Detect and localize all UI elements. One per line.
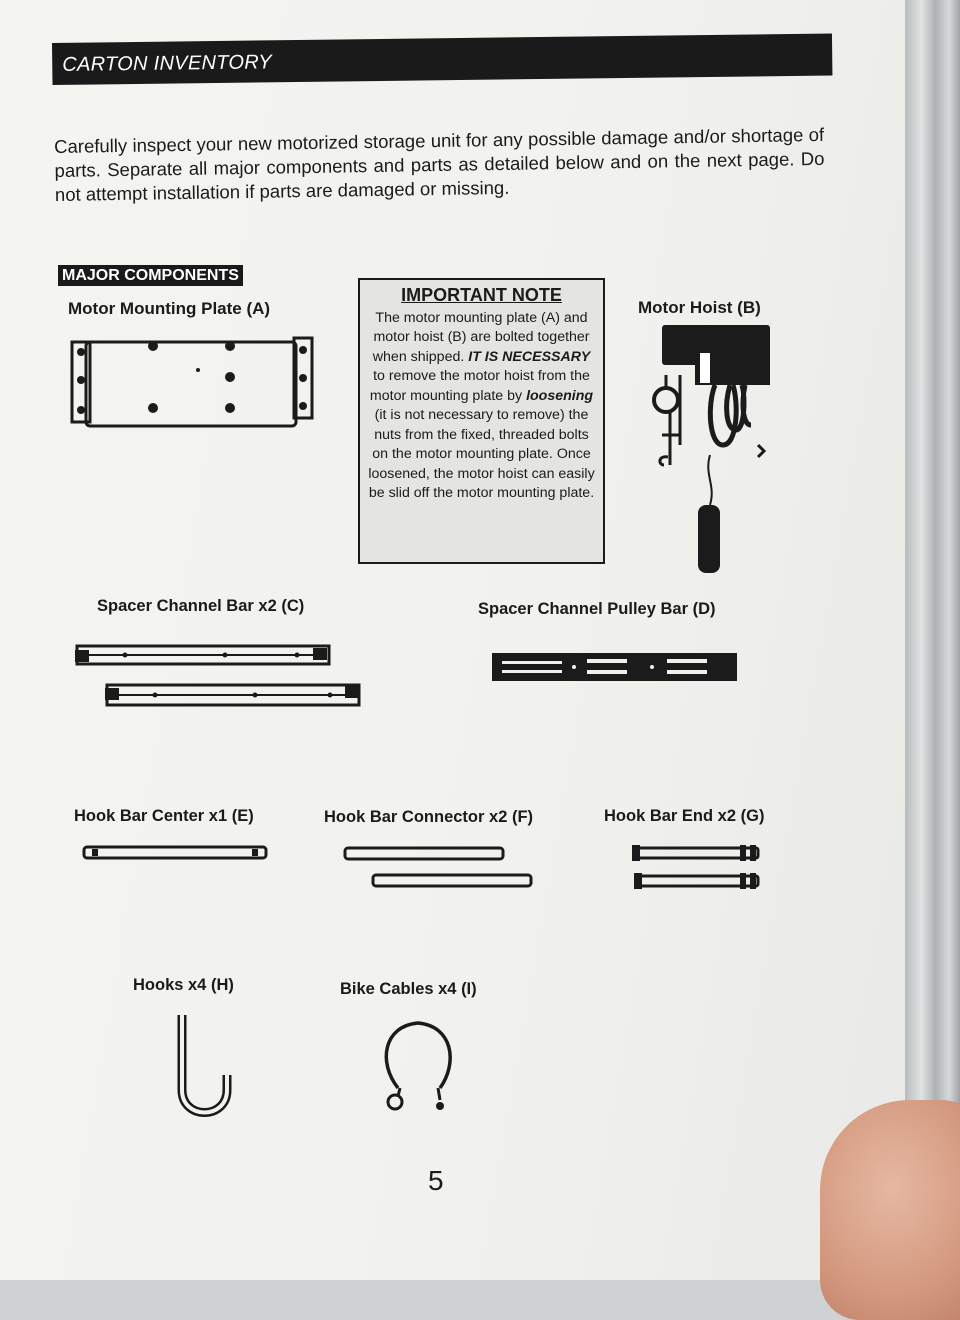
spacer-channel-pulley-bar-illustration: [492, 651, 742, 687]
hook-illustration: [172, 1010, 242, 1115]
label-hooks: Hooks x4 (H): [133, 976, 234, 994]
label-motor-hoist: Motor Hoist (B): [638, 298, 761, 317]
section-header-bar: [52, 33, 832, 85]
label-bike-cables: Bike Cables x4 (I): [340, 980, 477, 998]
label-hook-bar-connector: Hook Bar Connector x2 (F): [324, 808, 534, 826]
label-hook-bar-end: Hook Bar End x2 (G): [604, 807, 765, 825]
label-spacer-channel-pulley-bar: Spacer Channel Pulley Bar (D): [478, 600, 716, 618]
important-note-text: The motor mounting plate (A) and motor hoist (B) are bolted together when shipped. IT IS NECESSARY to remove the motor hoist from the motor mounting plate by loosening (it is not necessary to remove) the nuts from the fixed, threaded bolts on the motor mounting plate. Once loosened, the motor hoist can easily be slid off the motor mounting plate.: [368, 309, 595, 501]
major-components-heading: MAJOR COMPONENTS: [58, 265, 243, 286]
label-motor-mounting-plate: Motor Mounting Plate (A): [68, 299, 271, 318]
hook-bar-connector-illustration: [343, 845, 538, 893]
important-note-title: IMPORTANT NOTE: [401, 285, 562, 305]
bike-cable-illustration: [378, 1018, 463, 1118]
motor-mounting-plate-illustration: [68, 330, 318, 430]
page-number: 5: [428, 1165, 444, 1196]
label-spacer-channel-bar: Spacer Channel Bar x2 (C): [97, 597, 305, 615]
hook-bar-center-illustration: [82, 844, 270, 864]
intro-paragraph: Carefully inspect your new motorized storage unit for any possible damage and/or shortage of parts. Separate all major components and parts as detailed below and on the next page. Do not attempt installation if parts are damaged or missing.: [54, 123, 825, 205]
motor-hoist-illustration: [640, 325, 780, 580]
section-title: CARTON INVENTORY: [62, 51, 273, 76]
spacer-channel-bar-illustration: [75, 638, 370, 713]
page-stack-edge: [905, 0, 960, 1280]
label-hook-bar-center: Hook Bar Center x1 (E): [74, 807, 254, 825]
thumb: [820, 1100, 960, 1320]
hook-bar-end-illustration: [632, 843, 767, 893]
important-note-box: [358, 278, 605, 564]
